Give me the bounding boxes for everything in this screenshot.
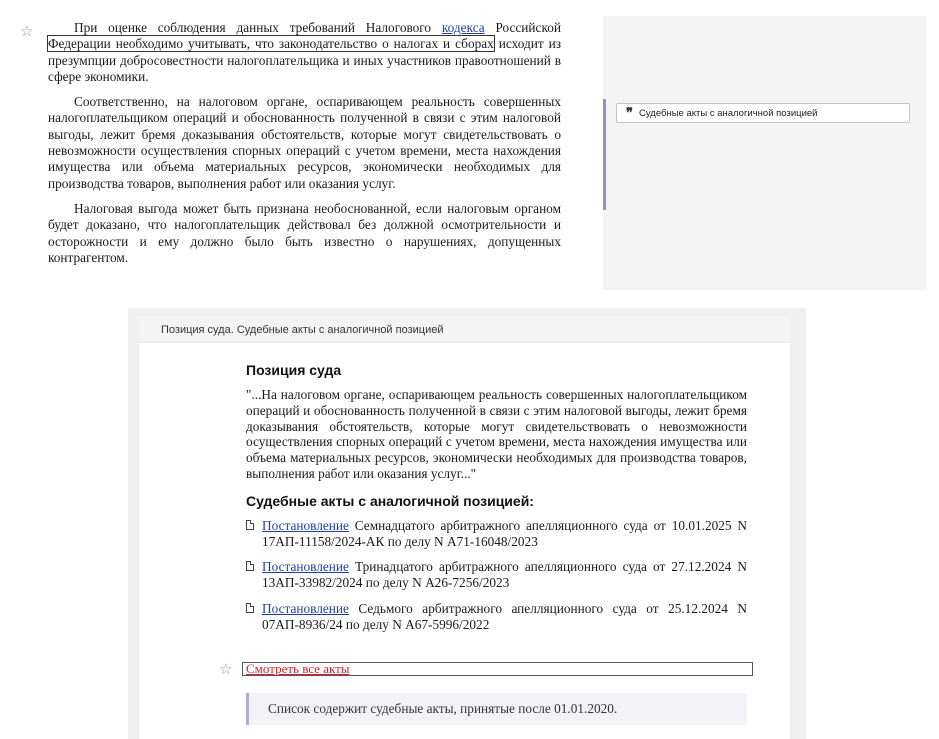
- margin-side-panel: [603, 16, 927, 290]
- act-link[interactable]: Постановление: [262, 559, 349, 575]
- bookmark-star-icon[interactable]: ☆: [20, 22, 34, 40]
- document-icon: [246, 520, 254, 530]
- document-text: [48, 20, 561, 275]
- act-description: Тринадцатого арбитражного апелляционного суда от 27.12.2024 N 13АП-33982/2024 по делу N А26-7256/2023: [262, 559, 747, 591]
- paragraph-1: [48, 20, 561, 85]
- act-item: [246, 518, 747, 550]
- act-description: Седьмого арбитражного апелляционного суда от 25.12.2024 N 07АП-8936/24 по делу N А67-5996/2022: [262, 600, 747, 632]
- p1-text-mid: Российской: [484, 20, 561, 35]
- similar-acts-label: Судебные акты с аналогичной позицией: [639, 108, 818, 119]
- act-link[interactable]: Постановление: [262, 600, 349, 616]
- paragraph-2: Соответственно, на налоговом органе, оспаривающем реальность совершенных налогоплательщиком операций и обоснованность полученной в связи с этим налоговой выгоды, лежит бремя доказывания обстоятельств, которые могут свидетельствовать о невозможности осуществления спорных операций с учетом времени, места нахождения имущества или объема материальных ресурсов, экономически необходимых для производства товаров, выполнения работ или оказания услуг.: [48, 94, 561, 191]
- popup-body: [246, 362, 747, 643]
- document-icon: [246, 603, 254, 613]
- highlighted-text[interactable]: Федерации необходимо учитывать, что законодательство о налогах и сборах: [48, 36, 494, 52]
- acts-list: [246, 518, 747, 633]
- info-note: Список содержит судебные акты, принятые после 01.01.2020.: [246, 693, 747, 725]
- act-item: [246, 559, 747, 591]
- p1-text-end: исходит из презумпции добросовестности налогоплательщика и иных участников правоотношений в сфере экономики.: [48, 36, 561, 84]
- similar-acts-button[interactable]: [616, 103, 910, 123]
- p1-text: При оценке соблюдения данных требований Налогового: [74, 20, 442, 35]
- document-icon: [246, 561, 254, 571]
- margin-marker-line: [603, 99, 606, 210]
- court-position-heading: Позиция суда: [246, 362, 342, 378]
- quote-icon: ❞: [626, 105, 633, 120]
- see-all-acts-link[interactable]: Смотреть все акты: [246, 661, 350, 676]
- court-position-popup: [139, 316, 790, 739]
- bookmark-star-icon[interactable]: ☆: [219, 660, 233, 678]
- court-position-quote: "...На налоговом органе, оспаривающем реальность совершенных налогоплательщиком операций и обоснованность полученной в связи с этим налоговой выгоды, лежит бремя доказывания обстоятельств, которые могут свидетельствовать о невозможности осуществления спорных операций с учетом времени, места нахождения имущества или объема материальных ресурсов, экономически необходимых для производства товаров, выполнения работ или оказания услуг...": [246, 387, 747, 481]
- tax-code-link[interactable]: кодекса: [441, 20, 485, 35]
- see-all-acts-box[interactable]: [242, 662, 753, 676]
- act-item: [246, 601, 747, 633]
- popup-header: Позиция суда. Судебные акты с аналогичной позицией: [139, 316, 790, 343]
- paragraph-3: Налоговая выгода может быть признана необоснованной, если налоговым органом будет доказано, что налогоплательщик действовал без должной осмотрительности и осторожности и ему должно было быть известно о нарушениях, допущенных контрагентом.: [48, 200, 561, 265]
- act-link[interactable]: Постановление: [262, 517, 349, 533]
- act-description: Семнадцатого арбитражного апелляционного суда от 10.01.2025 N 17АП-11158/2024-АК по делу N А71-16048/2023: [262, 517, 747, 549]
- similar-acts-heading: Судебные акты с аналогичной позицией:: [246, 492, 534, 509]
